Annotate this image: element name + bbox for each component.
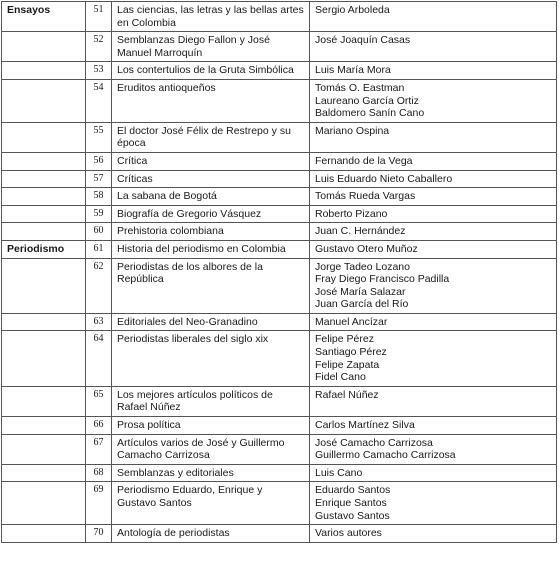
table-row xyxy=(2,223,557,241)
author-name: Sergio Arboleda xyxy=(315,4,390,16)
volume-title: Prosa política xyxy=(112,417,310,435)
volume-number: 61 xyxy=(86,240,112,258)
volume-authors xyxy=(310,482,557,525)
genre-cell xyxy=(2,32,86,62)
author-name: José María Salazar xyxy=(315,285,406,298)
genre-cell xyxy=(2,417,86,435)
author-name: José Joaquín Casas xyxy=(315,34,411,47)
author-name: Fray Diego Francisco Padilla xyxy=(315,273,450,286)
table-row xyxy=(2,79,557,122)
author-name: Juan García del Río xyxy=(315,298,409,311)
volume-title: Periodistas de los albores de la República xyxy=(112,258,310,313)
volume-authors xyxy=(310,240,557,258)
author-name: Fernando de la Vega xyxy=(315,154,413,167)
author-name: Santiago Pérez xyxy=(315,346,387,359)
author-name: Rafael Núñez xyxy=(315,388,379,401)
genre-cell xyxy=(2,188,86,206)
volume-authors xyxy=(310,417,557,435)
volume-number: 70 xyxy=(86,525,112,543)
volume-number: 57 xyxy=(86,170,112,188)
table-row xyxy=(2,188,557,206)
volume-number: 58 xyxy=(86,188,112,206)
table-row xyxy=(2,331,557,386)
volume-authors xyxy=(310,170,557,188)
volume-number: 51 xyxy=(86,2,112,32)
author-name: José Camacho Carrizosa xyxy=(315,436,433,449)
volume-title: Los mejores artículos políticos de Rafael Núñez xyxy=(112,386,310,416)
author-name: Felipe Pérez xyxy=(315,333,374,346)
volume-authors xyxy=(310,152,557,170)
genre-label: Periodismo xyxy=(2,240,86,258)
genre-cell xyxy=(2,122,86,152)
volume-authors xyxy=(310,331,557,386)
volume-authors xyxy=(310,434,557,464)
author-name: Mariano Ospina xyxy=(315,124,390,137)
table-row xyxy=(2,525,557,543)
table-row xyxy=(2,386,557,416)
table-row xyxy=(2,122,557,152)
volume-authors xyxy=(310,205,557,223)
volume-authors xyxy=(310,32,557,62)
genre-cell xyxy=(2,62,86,80)
volume-number: 59 xyxy=(86,205,112,223)
volume-title: Las ciencias, las letras y las bellas artes en Colombia xyxy=(112,2,310,32)
author-name: Roberto Pizano xyxy=(315,207,388,220)
volume-title: Periodistas liberales del siglo xix xyxy=(112,331,310,386)
table-row xyxy=(2,205,557,223)
volume-number: 54 xyxy=(86,79,112,122)
volume-authors xyxy=(310,464,557,482)
volume-title: Biografía de Gregorio Vásquez xyxy=(112,205,310,223)
volume-title: Periodismo Eduardo, Enrique y Gustavo Santos xyxy=(112,482,310,525)
author-name: Juan C. Hernández xyxy=(315,225,406,238)
author-name: Eduardo Santos xyxy=(315,484,391,497)
volume-number: 53 xyxy=(86,62,112,80)
author-name: Tomás O. Eastman xyxy=(315,81,405,94)
author-name: Varios autores xyxy=(315,527,382,540)
volume-number: 68 xyxy=(86,464,112,482)
author-name: Jorge Tadeo Lozano xyxy=(315,260,410,273)
genre-cell xyxy=(2,434,86,464)
genre-cell xyxy=(2,313,86,331)
volume-title: Los contertulios de la Gruta Simbólica xyxy=(112,62,310,80)
genre-cell xyxy=(2,386,86,416)
author-name: Felipe Zapata xyxy=(315,358,380,371)
volume-authors xyxy=(310,313,557,331)
table-row xyxy=(2,313,557,331)
genre-label: Ensayos xyxy=(2,2,86,32)
volume-title: Prehistoria colombiana xyxy=(112,223,310,241)
volume-number: 64 xyxy=(86,331,112,386)
author-name: Enrique Santos xyxy=(315,497,387,509)
table-row xyxy=(2,258,557,313)
author-name: Fidel Cano xyxy=(315,371,366,384)
genre-cell xyxy=(2,79,86,122)
catalog-body xyxy=(2,2,557,543)
genre-cell xyxy=(2,464,86,482)
table-row xyxy=(2,464,557,482)
table-row xyxy=(2,170,557,188)
author-name: Guillermo Camacho Carrizosa xyxy=(315,449,456,462)
genre-cell xyxy=(2,152,86,170)
volume-authors xyxy=(310,386,557,416)
volume-authors xyxy=(310,79,557,122)
author-name: Laureano García Ortiz xyxy=(315,94,419,107)
genre-cell xyxy=(2,223,86,241)
author-name: Tomás Rueda Vargas xyxy=(315,190,416,203)
volume-number: 66 xyxy=(86,417,112,435)
volume-title: Artículos varios de José y Guillermo Camacho Carrizosa xyxy=(112,434,310,464)
volume-title: Antología de periodistas xyxy=(112,525,310,543)
author-name: Baldomero Sanín Cano xyxy=(315,107,425,120)
volume-authors xyxy=(310,62,557,80)
genre-cell xyxy=(2,525,86,543)
volume-title: Crítica xyxy=(112,152,310,170)
volume-number: 69 xyxy=(86,482,112,525)
volume-title: Críticas xyxy=(112,170,310,188)
volume-title: Eruditos antioqueños xyxy=(112,79,310,122)
genre-cell xyxy=(2,170,86,188)
volume-authors xyxy=(310,2,557,32)
table-row xyxy=(2,482,557,525)
volume-title: Semblanzas Diego Fallon y José Manuel Marroquín xyxy=(112,32,310,62)
genre-cell xyxy=(2,205,86,223)
volume-authors xyxy=(310,525,557,543)
author-name: Luis María Mora xyxy=(315,64,391,77)
volume-number: 62 xyxy=(86,258,112,313)
genre-cell xyxy=(2,331,86,386)
volume-number: 65 xyxy=(86,386,112,416)
author-name: Carlos Martínez Silva xyxy=(315,419,415,432)
volume-authors xyxy=(310,188,557,206)
table-row xyxy=(2,62,557,80)
volume-authors xyxy=(310,258,557,313)
volume-number: 56 xyxy=(86,152,112,170)
table-row xyxy=(2,2,557,32)
author-name: Manuel Ancízar xyxy=(315,315,388,328)
table-row xyxy=(2,240,557,258)
volume-title: El doctor José Félix de Restrepo y su época xyxy=(112,122,310,152)
volume-authors xyxy=(310,122,557,152)
volume-number: 63 xyxy=(86,313,112,331)
volume-number: 60 xyxy=(86,223,112,241)
table-row xyxy=(2,417,557,435)
volume-number: 52 xyxy=(86,32,112,62)
table-row xyxy=(2,152,557,170)
author-name: Gustavo Otero Muñoz xyxy=(315,242,418,255)
volume-title: Historia del periodismo en Colombia xyxy=(112,240,310,258)
table-row xyxy=(2,434,557,464)
catalog-table xyxy=(1,1,557,543)
volume-number: 55 xyxy=(86,122,112,152)
genre-cell xyxy=(2,482,86,525)
volume-title: Editoriales del Neo-Granadino xyxy=(112,313,310,331)
volume-title: Semblanzas y editoriales xyxy=(112,464,310,482)
volume-authors xyxy=(310,223,557,241)
volume-title: La sabana de Bogotá xyxy=(112,188,310,206)
author-name: Luis Eduardo Nieto Caballero xyxy=(315,172,453,185)
table-row xyxy=(2,32,557,62)
author-name: Gustavo Santos xyxy=(315,509,390,522)
volume-number: 67 xyxy=(86,434,112,464)
author-name: Luis Cano xyxy=(315,466,363,479)
genre-cell xyxy=(2,258,86,313)
